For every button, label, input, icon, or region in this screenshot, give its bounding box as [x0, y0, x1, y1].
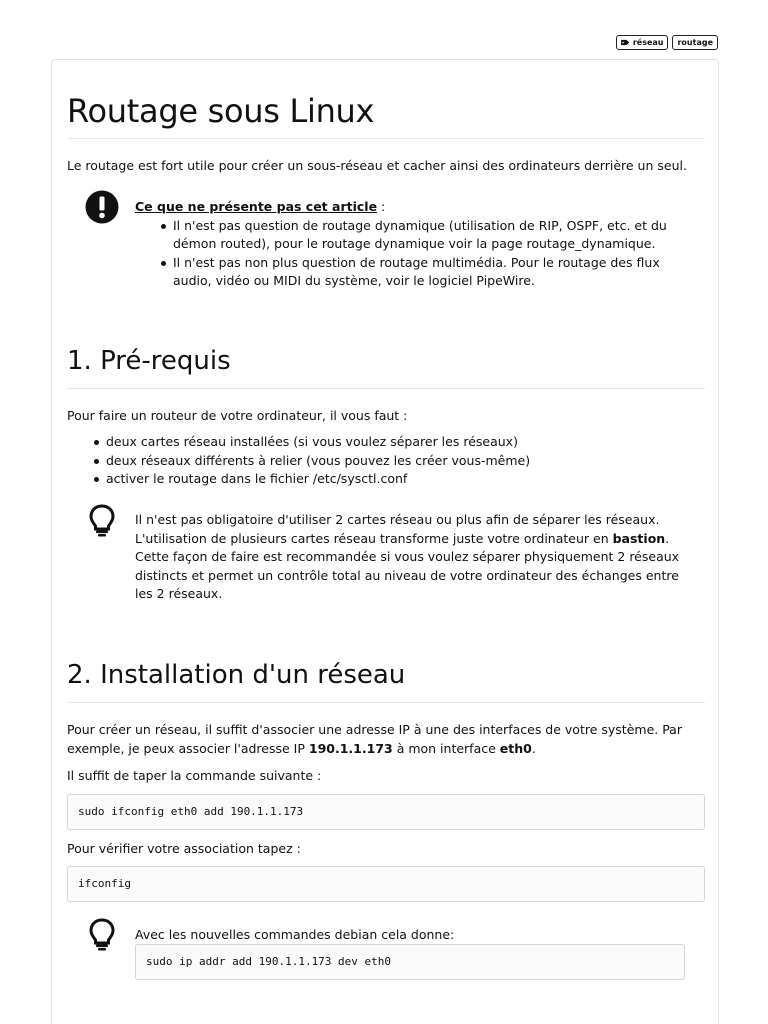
tag-routage[interactable] [672, 35, 718, 50]
list-item: Il n'est pas non plus question de routage multimédia. Pour le routage des flux audio, vidéo ou MIDI du système, voir le logiciel PipeWire. [157, 254, 700, 291]
tip-text: Il n'est pas obligatoire d'utiliser 2 cartes réseau ou plus afin de séparer les réseaux. L'utilisation de plusieurs cartes réseau transforme juste votre ordinateur en [135, 512, 660, 546]
intro-paragraph: Le routage est fort utile pour créer un sous-réseau et cacher ainsi des ordinateurs derrière un seul. [67, 158, 687, 173]
tip-note-body [135, 511, 700, 604]
section-divider [67, 388, 705, 389]
warning-note-title-suffix: : [377, 199, 386, 214]
list-item: Il n'est pas question de routage dynamique (utilisation de RIP, OSPF, etc. et du démon routed), pour le routage dynamique voir la page routage_dynamique. [157, 217, 700, 254]
warning-note-body [135, 198, 700, 291]
title-divider [67, 138, 705, 139]
tag-label: réseau [632, 38, 664, 47]
lightbulb-icon [85, 503, 119, 537]
code-block-ifconfig[interactable]: ifconfig [67, 866, 705, 902]
page-title: Routage sous Linux [67, 92, 375, 130]
section-heading-installation: 2. Installation d'un réseau [67, 660, 406, 690]
tag-icon [621, 39, 630, 46]
section-heading-prerequis: 1. Pré-requis [67, 346, 231, 376]
tag-reseau[interactable] [616, 35, 669, 50]
warning-note-title: Ce que ne présente pas cet article [135, 199, 378, 214]
paragraph-text: à mon interface [392, 741, 500, 756]
section-divider [67, 702, 705, 703]
section2-verify-intro: Pour vérifier votre association tapez : [67, 841, 301, 856]
interface-name: eth0 [499, 741, 532, 756]
lightbulb-icon [85, 917, 119, 951]
section1-intro: Pour faire un routeur de votre ordinateur, il vous faut : [67, 408, 408, 423]
paragraph-text: . [531, 741, 536, 756]
article-card [51, 59, 719, 1024]
tag-label: routage [677, 38, 713, 47]
tag-list [616, 35, 718, 50]
prerequisites-list [90, 433, 690, 489]
warning-note-list [157, 217, 700, 291]
ip-address: 190.1.1.173 [308, 741, 393, 756]
list-item: deux cartes réseau installées (si vous voulez séparer les réseaux) [90, 433, 690, 452]
exclamation-icon [85, 190, 119, 224]
list-item: activer le routage dans le fichier /etc/sysctl.conf [90, 470, 690, 489]
list-item: deux réseaux différents à relier (vous pouvez les créer vous-même) [90, 452, 690, 471]
tip-text-end: . Cette façon de faire est recommandée si vous voulez séparer physiquement 2 réseaux distincts et permet un contrôle total au niveau de votre ordinateur des échanges entre les 2 réseaux. [135, 530, 680, 601]
code-block-ifconfig-add[interactable]: sudo ifconfig eth0 add 190.1.1.173 [67, 794, 705, 830]
section2-paragraph [67, 720, 707, 758]
tip-note-debian-text: Avec les nouvelles commandes debian cela donne: [135, 927, 455, 942]
code-block-ip-addr[interactable]: sudo ip addr add 190.1.1.173 dev eth0 [135, 944, 685, 980]
section2-command-intro: Il suffit de taper la commande suivante : [67, 768, 322, 783]
paragraph-text: Pour créer un réseau, il suffit d'associer une adresse IP à une des interfaces de votre système. Par exemple, je peux associer l'adresse IP [67, 722, 682, 756]
tip-text-bold: bastion [612, 530, 666, 546]
